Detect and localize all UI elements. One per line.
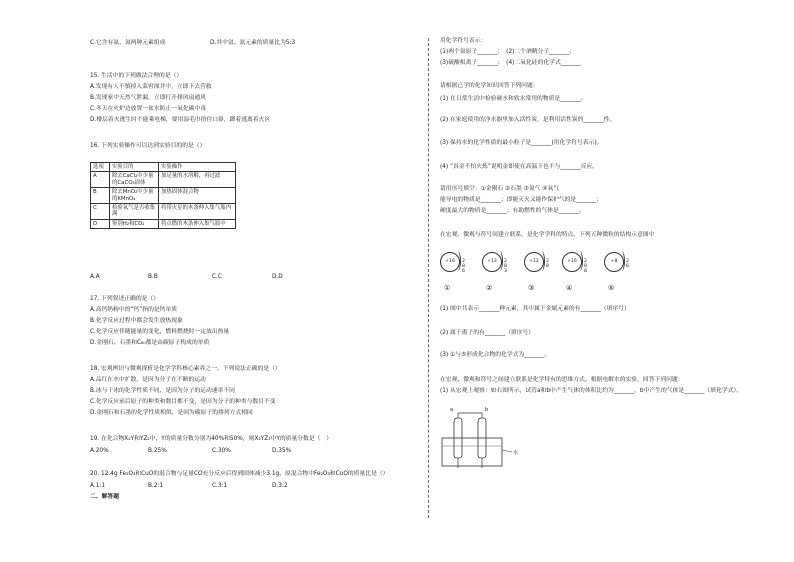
table-row [91,188,236,204]
table-cell: 除去MnO₂中少量的KMnO₄ [110,188,159,204]
q19-option-a: A.20% [90,448,109,454]
r-q4-line: (3) ①与⑤形成化合物的化学式为_______。 [440,352,551,358]
shell-arc [538,251,545,271]
q17-option-b: B.化学反应过程中都会发生放热现象 [90,318,183,324]
q15-option-c: C.冬天在火炉边放置一盆水防止一氧化碳中毒 [90,106,207,112]
nucleus: +8 [604,252,624,272]
table-row [91,172,236,188]
table-cell: 加足量的水溶解，再过滤 [159,172,236,188]
shell-arc [496,251,503,271]
table-header-row [91,163,236,172]
r-q1-line: (3)硫酸根离子_______； (4)二氧化硅的化学式_______ [440,60,582,66]
table-cell: 将点燃的木条伸入集气瓶中 [159,219,236,228]
r-q4-line: (1) 图中共表示_______种元素，其中属于金属元素的有_______（填序号） [440,306,630,312]
shell-arc [618,251,625,271]
q19-option-d: D.35% [272,448,292,454]
q16-table [90,162,236,229]
r-q2-line: (4) “真金不怕火炼”说明金即使在高温下也不与_______反应。 [440,164,599,170]
r-q1-stem: 用化学符号表示： [440,38,487,44]
table-cell: 将带火星的木条伸入集气瓶内 [159,204,236,220]
nucleus: +16 [562,252,582,272]
nucleus: +12 [524,252,544,272]
table-cell: C [91,204,110,220]
water-label: 水 [513,450,519,456]
shell-electrons: 2 8 [546,259,549,269]
table-row [91,219,236,228]
nucleus: +13 [482,252,502,272]
tube-b-label: b [485,407,489,413]
atom-label: ⑤ [608,284,615,292]
atom-label: ② [486,284,493,292]
table-cell: 检验氧气是否收集满 [110,204,159,220]
q17-option-a: A.高钙奶粉中的“钙”指的是钙单质 [90,307,178,313]
water-trough [442,438,502,466]
tube-a-label: a [450,407,454,413]
q16-option-b: B.B [148,274,158,280]
q14-option-d: D.其中氨、氮元素的质量比为5:3 [210,40,296,46]
q19-option-b: B.25% [148,448,167,454]
q20-option-b: B.2:1 [148,483,164,489]
table-header-cell: 实验目的 [110,163,159,172]
q15-option-a: A.发现有人不慎掉入菜窖深井中，立即下去营救 [90,84,212,90]
shell-arc [576,251,583,271]
r-q2-line: (1) 在日常生活中检验硬水和软水常用的物质是_______。 [440,96,587,102]
pointer-line [502,450,512,452]
shell-electrons: 2 8 8 [584,259,587,274]
r-q2-line: (3) 保持水的化学性质的最小粒子是_______(用化学符号表示)。 [440,140,603,146]
q15-option-d: D.楼层着火逃生时不能乘电梯，要用湿毛巾捂住口鼻，蹲着逃离着火区 [90,117,271,123]
q15-option-b: B.发现家中天然气泄漏，立即打开排风扇通风 [90,95,206,101]
q18-option-d: D.金刚石和石墨的化学性质相似，是因为碳原子的排列方式相同 [90,410,253,416]
shell-electrons: 2 8 6 [462,259,465,274]
q17-option-d: D.金刚石、石墨和C₆₀都是由碳原子构成的单质 [90,340,210,346]
table-cell: B [91,188,110,204]
q20-option-d: D.3:2 [272,483,288,489]
q16-option-a: A.A [90,274,100,280]
table-header-cell: 选项 [91,163,110,172]
column-divider [428,38,429,518]
shell-electrons: 2 8 3 [504,259,507,274]
q19-stem: 19. 在化合物X₂Y和YZ₂中，Y的质量分数分别为40%和50%，则X₂YZ₃中Y的质量分数是（ ） [90,436,333,442]
shell-electrons: 2 6 [626,259,629,269]
q16-option-d: D.D [272,274,283,280]
q16-option-c: C.C [212,274,222,280]
table-cell: D [91,219,110,228]
q17-option-c: C.化学反应伴随能量的变化，燃料燃烧时一定放出热量 [90,329,230,335]
table-cell: 鉴别H₂和CO₂ [110,219,159,228]
r-q1-line: (1)两个氮原子_______； (2)二个酒精分子_______； [440,49,576,55]
q17-stem: 17. 下列叙述正确的是（） [90,296,160,302]
r-q5-stem: 在宏观、微观和符号之间建立联系是化学特有的思维方式。根据电解水的实验，回答下列问题： [440,377,684,383]
table-row [91,204,236,220]
q20-option-c: C.3:1 [212,483,228,489]
q18-stem: 18. 宏观辨识与微观探析是化学学科核心素养之一。下列说法正确的是（） [90,366,281,372]
r-q2-stem: 请根据已学的化学知识回答下列问题： [440,83,539,89]
atom-label: ① [444,284,451,292]
r-q3-line: 能导电的物质是_______；即能灭火又能作保护气的是_______； [440,197,603,203]
table-header-cell: 实验操作 [159,163,236,172]
r-q4-line: (2) 属于离子的有_______（填序号） [440,330,535,336]
r-q5-line: (1) 从宏观上观察：如右图所示，试管a和b中产生气体的体积比约为_______，b中产生的气体是_______（填化学式）。 [440,388,743,394]
r-q4-stem: 在宏观、微观与符号间建立联系，是化学学科的特点。下列五种微粒的结构示意图中 [440,232,655,238]
electrolysis-apparatus [440,410,520,470]
r-q2-line: (2) 在家庭使用的净水器里加入活性炭，是利用活性炭的_______性。 [440,117,616,123]
nucleus: +16 [440,252,460,272]
shell-arc [454,251,461,271]
table-cell: 除去CaCl₂中少量的CaCO₃固体 [110,172,159,188]
q14-option-c: C.它含有氨、氮两种元素组成 [90,40,166,46]
atom-label: ③ [528,284,535,292]
section-heading: 二、解答题 [90,494,119,500]
q19-option-c: C.30% [212,448,231,454]
q18-option-a: A.品红在水中扩散，是因为分子在不断的运动 [90,377,206,383]
q15-stem: 15. 生活中的下列做法合理的是（） [90,73,183,79]
atom-label: ④ [566,284,573,292]
r-q3-line: 请用序号填空：①金刚石 ②石墨 ③氮气 ④氧气 [440,186,560,192]
r-q3-line: 硬度最大的物质是_______；有助燃性的气体是_______。 [440,208,585,214]
q16-stem: 16. 下列实验操作可以达到实验目的的是（） [90,143,206,149]
table-cell: A [91,172,110,188]
q20-stem: 20. 12.4g Fe₂O₃和CuO的混合物与足量CO充分反应后得到固体减少3.1g，原混合物中Fe₂O₃和CuO的质量比是（） [90,471,389,477]
q20-option-a: A.1:1 [90,483,106,489]
table-cell: 加热固体混合物 [159,188,236,204]
q18-option-c: C.化学反应前后原子的种类和数目都不变，是因为分子的种类与数目不变 [90,399,276,405]
q18-option-b: B.冰与干冰的化学性质不同，是因为分子的运动速率不同 [90,388,235,394]
